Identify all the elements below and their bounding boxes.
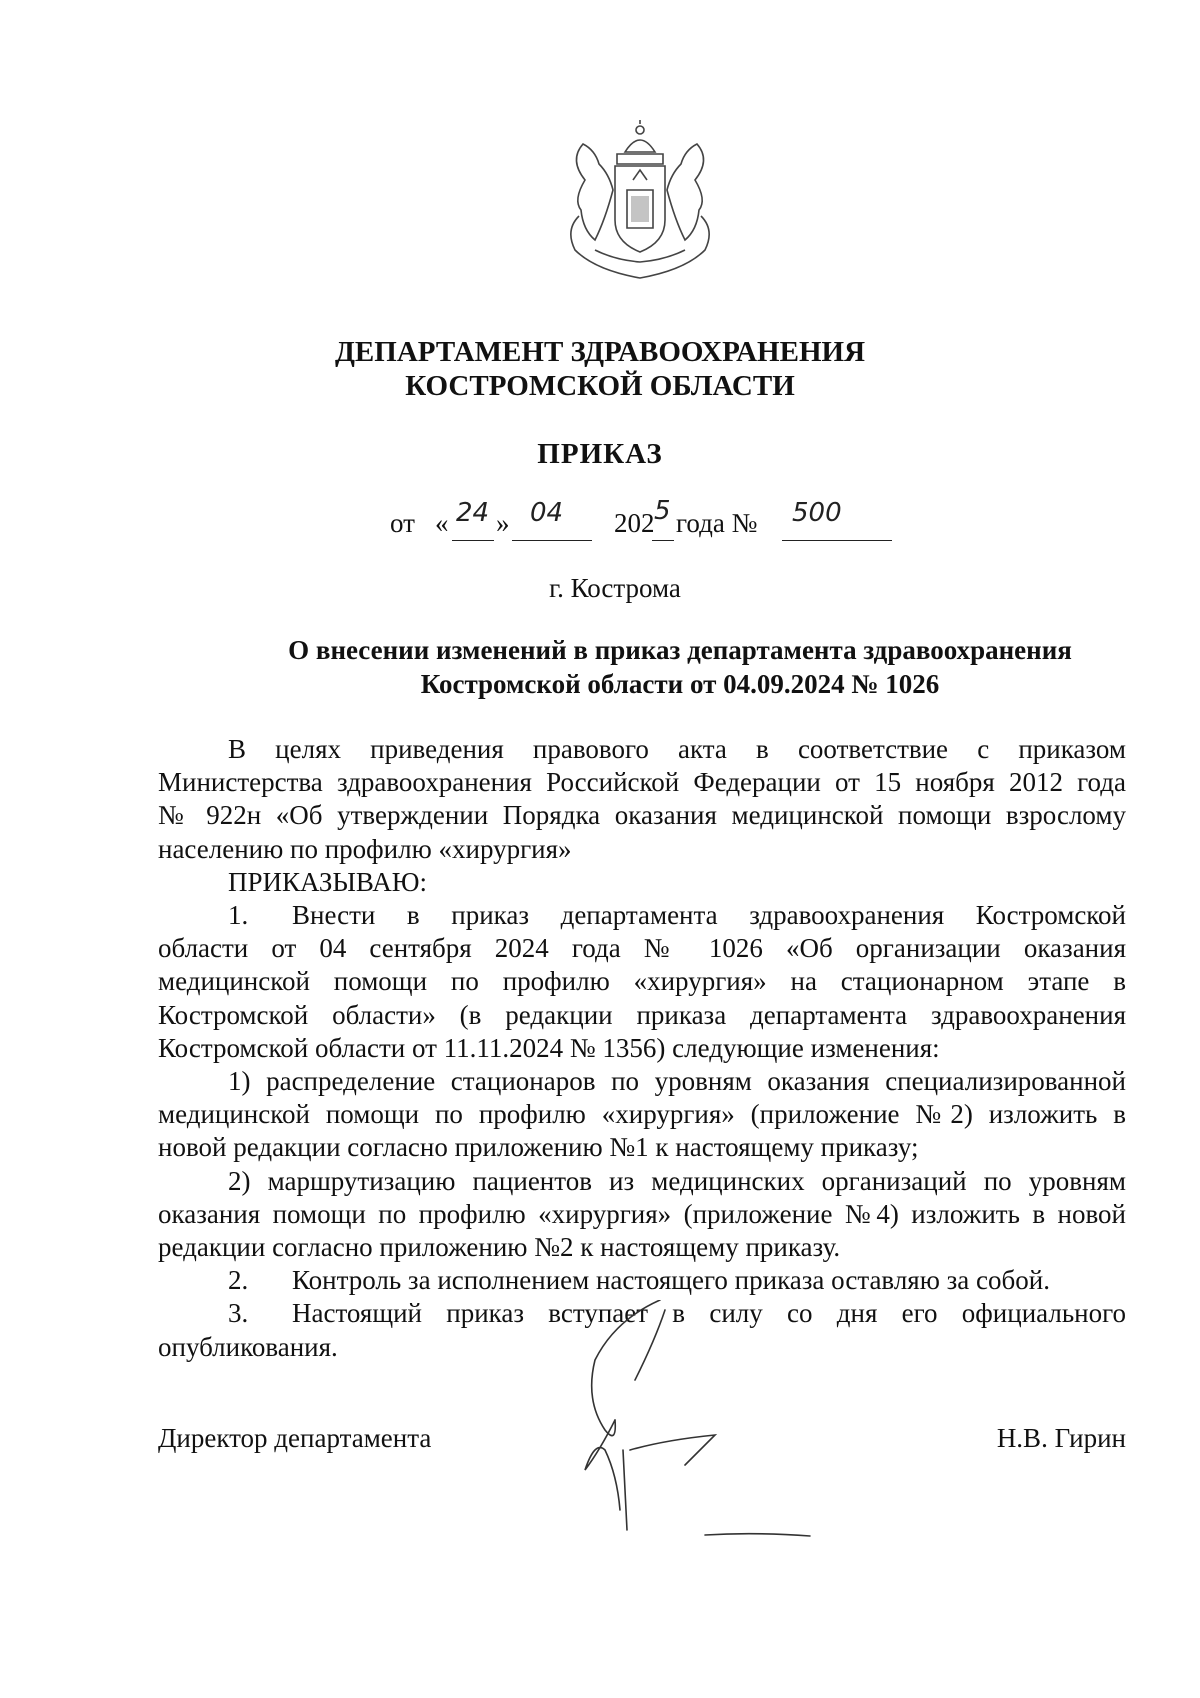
number-underline [782,540,892,541]
date-quote-close: » [496,508,510,538]
order-word: ПРИКАЗЫВАЮ: [228,866,427,897]
body-line: населению по профилю «хирургия» [158,833,572,864]
item-1-text: Внести в приказ департамента здравоохранения Костромской [292,900,1126,931]
document-type: ПРИКАЗ [537,438,663,470]
organization-name [0,335,1200,403]
date-month-handwritten: 04 [530,498,564,528]
item-2-line [158,1264,1126,1297]
item-3-number: 3. [228,1298,249,1329]
body-line: редакции согласно приложению №2 к настоящему приказу. [158,1232,841,1263]
date-quote-open: « [435,508,449,538]
body-line: новой редакции согласно приложению №1 к настоящему приказу; [158,1132,919,1163]
body-line: 1) распределение стационаров по уровням оказания специализированной [228,1066,1126,1097]
date-number-line [390,498,910,544]
org-line-1: ДЕПАРТАМЕНТ ЗДРАВООХРАНЕНИЯ [334,336,866,368]
body-line: 2) маршрутизацию пациентов из медицинских организаций по уровням [228,1165,1126,1196]
body-line: оказания помощи по профилю «хирургия» (приложение №4) изложить в новой [158,1198,1126,1229]
document-subject [250,633,1110,701]
signatory-name: Н.В. Гирин [996,1423,1126,1453]
signatory-position: Директор департамента [158,1423,432,1453]
subject-line-2: Костромской области от 04.09.2024 № 1026 [420,669,940,699]
item-1-first-line [158,899,1126,932]
date-year-suffix-handwritten: 5 [654,496,671,526]
document-body [158,733,1126,1364]
item-2-text: Контроль за исполнением настоящего приказа оставляю за собой. [292,1265,1050,1296]
order-number-handwritten: 500 [792,498,842,528]
body-line: медицинской помощи по профилю «хирургия» (приложение №2) изложить в [158,1099,1126,1130]
body-line: медицинской помощи по профилю «хирургия» на стационарном этапе в [158,966,1126,997]
body-line: Министерства здравоохранения Российской Федерации от 15 ноября 2012 года [158,767,1126,798]
org-line-2: КОСТРОМСКОЙ ОБЛАСТИ [405,370,795,402]
year-underline [652,540,674,541]
handwritten-signature [555,1300,875,1550]
city: г. Кострома [549,573,681,603]
item-2-number: 2. [228,1265,249,1296]
month-underline [512,540,592,541]
body-line: В целях приведения правового акта в соответствие с приказом [228,734,1126,764]
date-prefix: от [390,508,415,538]
subject-line-1: О внесении изменений в приказ департамента здравоохранения [288,635,1072,665]
day-underline [452,540,494,541]
body-line: опубликования. [158,1331,338,1362]
item-3-text: Настоящий приказ вступает в силу со дня его официального [292,1298,1126,1329]
body-line: Костромской области» (в редакции приказа департамента здравоохранения [158,999,1126,1030]
body-line: Костромской области от 11.11.2024 № 1356) следующие изменения: [158,1032,940,1063]
body-line: № 922н «Об утверждении Порядка оказания медицинской помощи взрослому [158,800,1126,831]
date-day-handwritten: 24 [456,498,490,528]
item-1-number: 1. [228,900,249,931]
date-year-word: года № [676,508,758,538]
coat-of-arms-emblem [555,120,725,285]
body-line: области от 04 сентября 2024 года № 1026 «Об организации оказания [158,933,1126,964]
date-year-prefix: 202 [614,508,655,538]
